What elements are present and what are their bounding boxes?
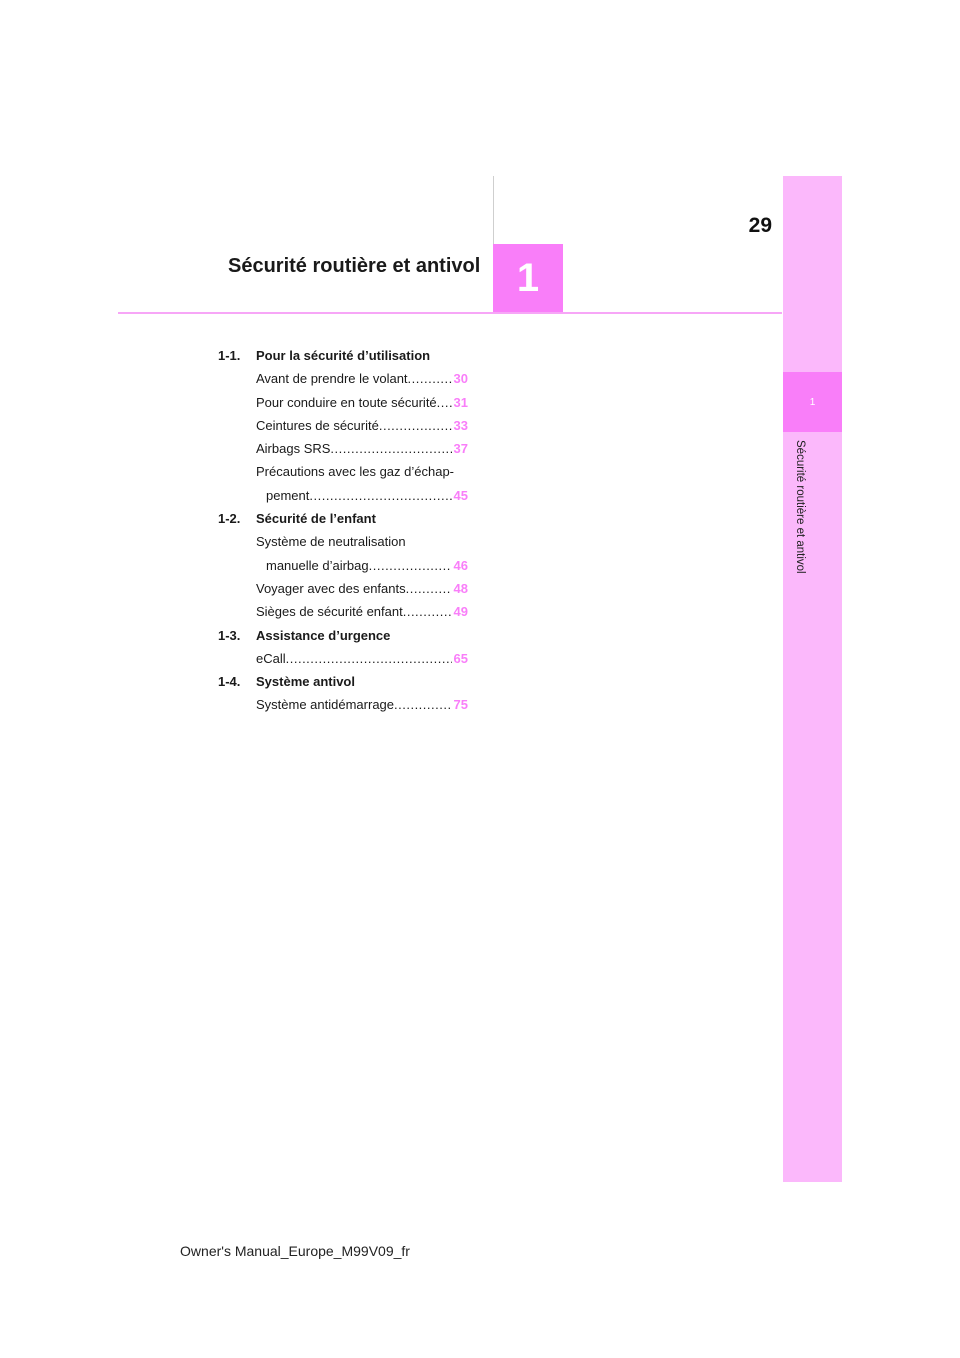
header-rule: [118, 312, 782, 314]
toc-page-link[interactable]: 48: [453, 580, 468, 596]
dot-leader: [408, 367, 452, 390]
dot-leader: [403, 600, 452, 623]
toc-entry-label: Voyager avec des enfants: [256, 580, 406, 596]
toc-entry-label: manuelle d’airbag: [266, 557, 369, 573]
toc-entry-label: pement: [266, 487, 310, 503]
toc-entry-label: Ceintures de sécurité: [256, 417, 379, 433]
toc-page-link[interactable]: 33: [453, 417, 468, 433]
toc-page-link[interactable]: 49: [453, 604, 468, 620]
toc-page-link[interactable]: 65: [453, 650, 468, 666]
toc-page-link[interactable]: 75: [453, 697, 468, 713]
dot-leader: [406, 577, 452, 600]
toc-entry[interactable]: [218, 577, 468, 600]
toc-entry[interactable]: [218, 600, 468, 623]
dot-leader: [369, 554, 452, 577]
toc-section-number: 1-3.: [218, 627, 241, 643]
toc-page-link[interactable]: 37: [453, 441, 468, 457]
side-tab-label: Sécurité routière et antivol: [794, 440, 806, 574]
toc-entry-label: Airbags SRS: [256, 441, 331, 457]
toc-section-title: Pour la sécurité d’utilisation: [256, 348, 431, 363]
chapter-title: Sécurité routière et antivol: [228, 255, 481, 277]
toc-entry[interactable]: [218, 437, 468, 460]
toc-section-number: 1-4.: [218, 674, 241, 690]
footer-text: Owner's Manual_Europe_M99V09_fr: [180, 1243, 410, 1259]
page-number: 29: [748, 214, 772, 237]
toc-entry-label: Système de neutralisation: [256, 534, 406, 550]
toc-section-heading: [218, 344, 468, 367]
toc-entry[interactable]: [218, 391, 468, 414]
toc-entry-label: Système antidémarrage: [256, 697, 395, 713]
toc-entry[interactable]: [218, 693, 468, 716]
dot-leader: [309, 484, 451, 507]
toc-section-number: 1-2.: [218, 511, 241, 527]
toc-entry[interactable]: [218, 647, 468, 670]
toc-section-number: 1-1.: [218, 348, 241, 363]
dot-leader: [286, 647, 452, 670]
toc-page-link[interactable]: 45: [453, 487, 468, 503]
toc-section-title: Assistance d’urgence: [256, 627, 391, 643]
toc-entry-label: Pour conduire en toute sécurité: [256, 394, 437, 410]
toc-page-link[interactable]: 46: [453, 557, 468, 573]
toc-entry[interactable]: [218, 460, 468, 507]
toc-entry[interactable]: [218, 367, 468, 390]
dot-leader: [394, 693, 452, 716]
toc-entry-label: Avant de prendre le volant: [256, 371, 408, 387]
toc-section-heading: [218, 507, 468, 530]
dot-leader: [437, 391, 452, 414]
chapter-number-box: 1: [493, 244, 563, 313]
toc-section-title: Sécurité de l’enfant: [256, 511, 376, 527]
toc-section-heading: [218, 624, 468, 647]
toc-section-heading: [218, 670, 468, 693]
dot-leader: [379, 414, 452, 437]
toc-entry[interactable]: [218, 530, 468, 577]
toc-section-title: Système antivol: [256, 674, 355, 690]
toc-page-link[interactable]: 30: [453, 371, 468, 387]
side-tab-strip: [783, 176, 842, 1182]
toc-entry-label: eCall: [256, 650, 286, 666]
toc-entry-label: Précautions avec les gaz d’échap-: [256, 464, 455, 480]
toc-page-link[interactable]: 31: [453, 394, 468, 410]
dot-leader: [330, 437, 451, 460]
side-tab-chapter-number[interactable]: 1: [783, 372, 842, 432]
toc-entry[interactable]: [218, 414, 468, 437]
toc-entry-label: Sièges de sécurité enfant: [256, 604, 403, 620]
table-of-contents: [218, 344, 468, 717]
